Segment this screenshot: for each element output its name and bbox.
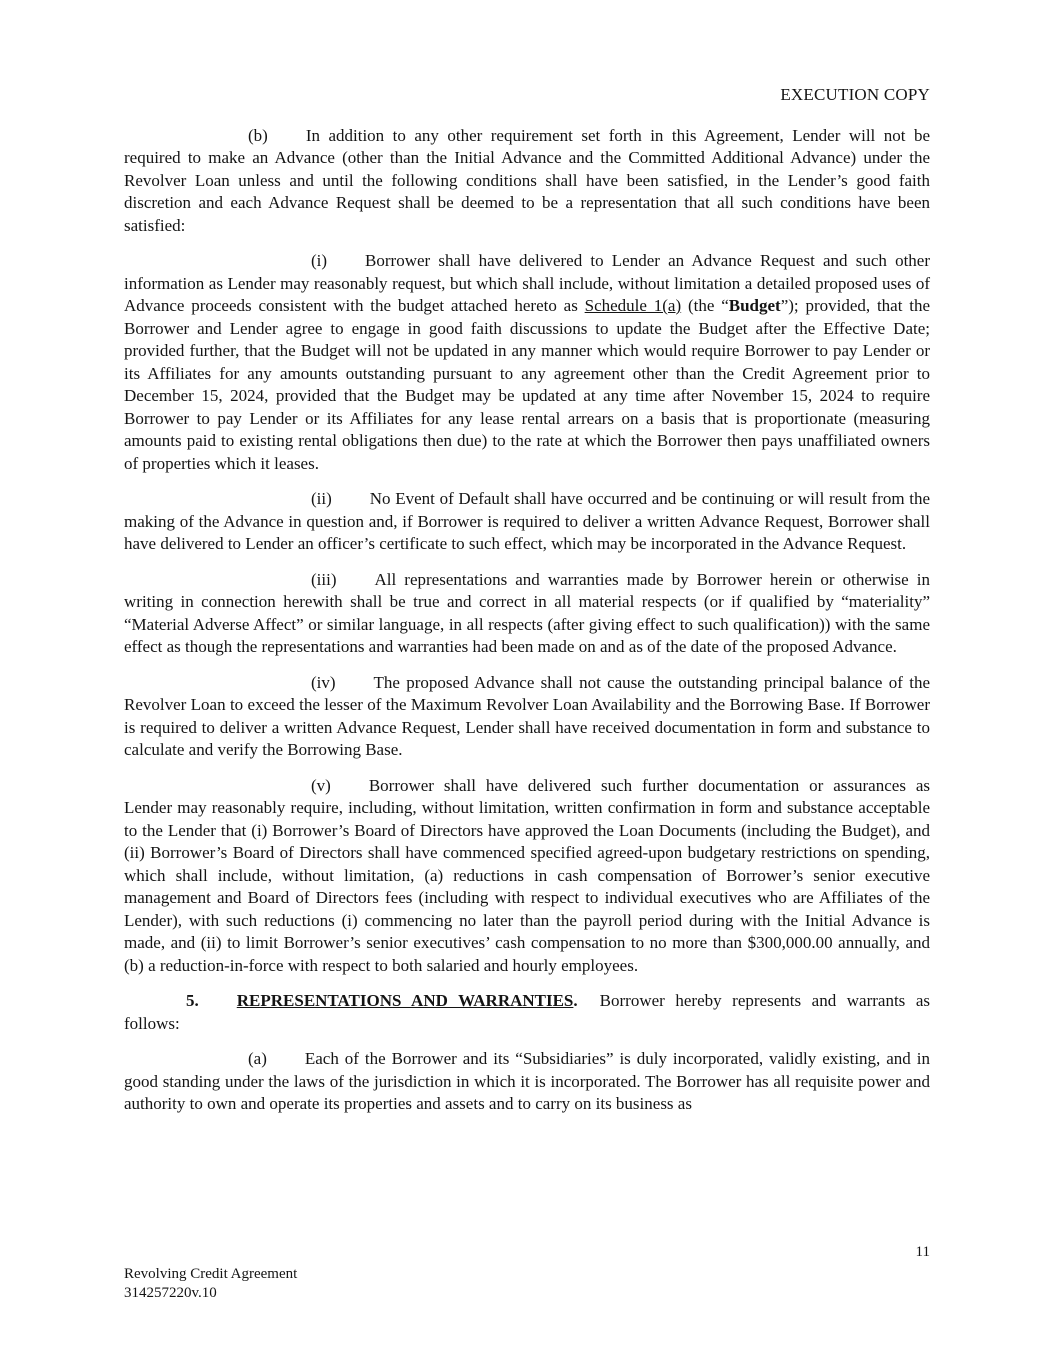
page-footer (124, 1243, 930, 1303)
paragraph-iii: (iii) All representations and warranties made by Borrower herein or otherwise in writing in connection herewith shall be true and correct in all material respects (or if qualified by “materiality” “Material Adverse Affect” or similar language, in all respects (after giving effect to such qualification)) with the same effect as though the representations and warranties had been made on and as of the date of the proposed Advance. (124, 569, 930, 656)
footer-doc-title: Revolving Credit Agreement (124, 1266, 298, 1282)
paragraph-v: (v) Borrower shall have delivered such further documentation or assurances as Lender may reasonably require, including, without limitation, written confirmation in form and substance acceptable to the Lender that (i) Borrower’s Board of Directors have approved the Loan Documents (including the Budget), and (ii) Borrower’s Board of Directors shall have commenced specified agreed-upon budgetary restrictions on spending, which shall include, without limitation, (a) reductions in cash compensation of Borrower’s senior executive management and Board of Directors fees (including with respect to individual executives who are Affiliates of the Lender), with such reductions (i) commencing no later than the payroll period during with the Initial Advance is made, and (ii) to limit Borrower’s senior executives’ cash compensation to no more than $300,000.00 annually, and (b) a reduction-in-force with respect to both salaried and hourly employees. (124, 775, 930, 975)
paragraph-iv: (iv) The proposed Advance shall not cause the outstanding principal balance of the Revolver Loan to exceed the lesser of the Maximum Revolver Loan Availability and the Borrowing Base. If Borrower is required to deliver a written Advance Request, Lender shall have received documentation in form and substance to calculate and verify the Borrowing Base. (124, 672, 930, 759)
footer-doc-version: 314257220v.10 (124, 1285, 217, 1301)
section-5-heading: 5. REPRESENTATIONS AND WARRANTIES. Borrower hereby represents and warrants as follows: (124, 991, 931, 1033)
paragraph-i: (i) Borrower shall have delivered to Lender an Advance Request and such other information as Lender may reasonably request, but which shall include, without limitation a detailed proposed uses of Advance proceeds consistent with the budget attached hereto as Schedule 1(a) (the “Budget”); provided, that the Borrower and Lender agree to engage in good faith discussions to update the Budget after the Effective Date; provided further, that the Budget will not be updated in any manner which would require Borrower to pay Lender or its Affiliates for any amounts outstanding pursuant to any agreement other than the Credit Agreement prior to December 15, 2024, provided that the Budget may be updated at any time after November 15, 2024 to require Borrower to pay Lender or its Affiliates for any lease rental arrears on a basis that is proportionate (measuring amounts paid to existing rental obligations then due) to the rate at which the Borrower then pays unaffiliated owners of properties which it leases. (124, 251, 931, 473)
page-number: 11 (915, 1244, 930, 1260)
paragraph-ii: (ii) No Event of Default shall have occurred and be continuing or will result from the making of the Advance in question and, if Borrower is required to deliver a written Advance Request, Borrower shall have delivered to Lender an officer’s certificate to such effect, which may be incorporated in the Advance Request. (124, 489, 930, 553)
execution-copy-label: EXECUTION COPY (780, 85, 930, 104)
paragraph-b: (b) In addition to any other requirement set forth in this Agreement, Lender will not be required to make an Advance (other than the Initial Advance and the Committed Additional Advance) under the Revolver Loan unless and until the following conditions shall have been satisfied, in the Lender’s good faith discretion and each Advance Request shall be deemed to be a representation that all such conditions have been satisfied: (124, 125, 930, 235)
paragraph-a: (a) Each of the Borrower and its “Subsidiaries” is duly incorporated, validly existing, and in good standing under the laws of the jurisdiction in which it is incorporated. The Borrower has all requisite power and authority to own and operate its properties and assets and to carry on its business as (124, 1049, 930, 1113)
